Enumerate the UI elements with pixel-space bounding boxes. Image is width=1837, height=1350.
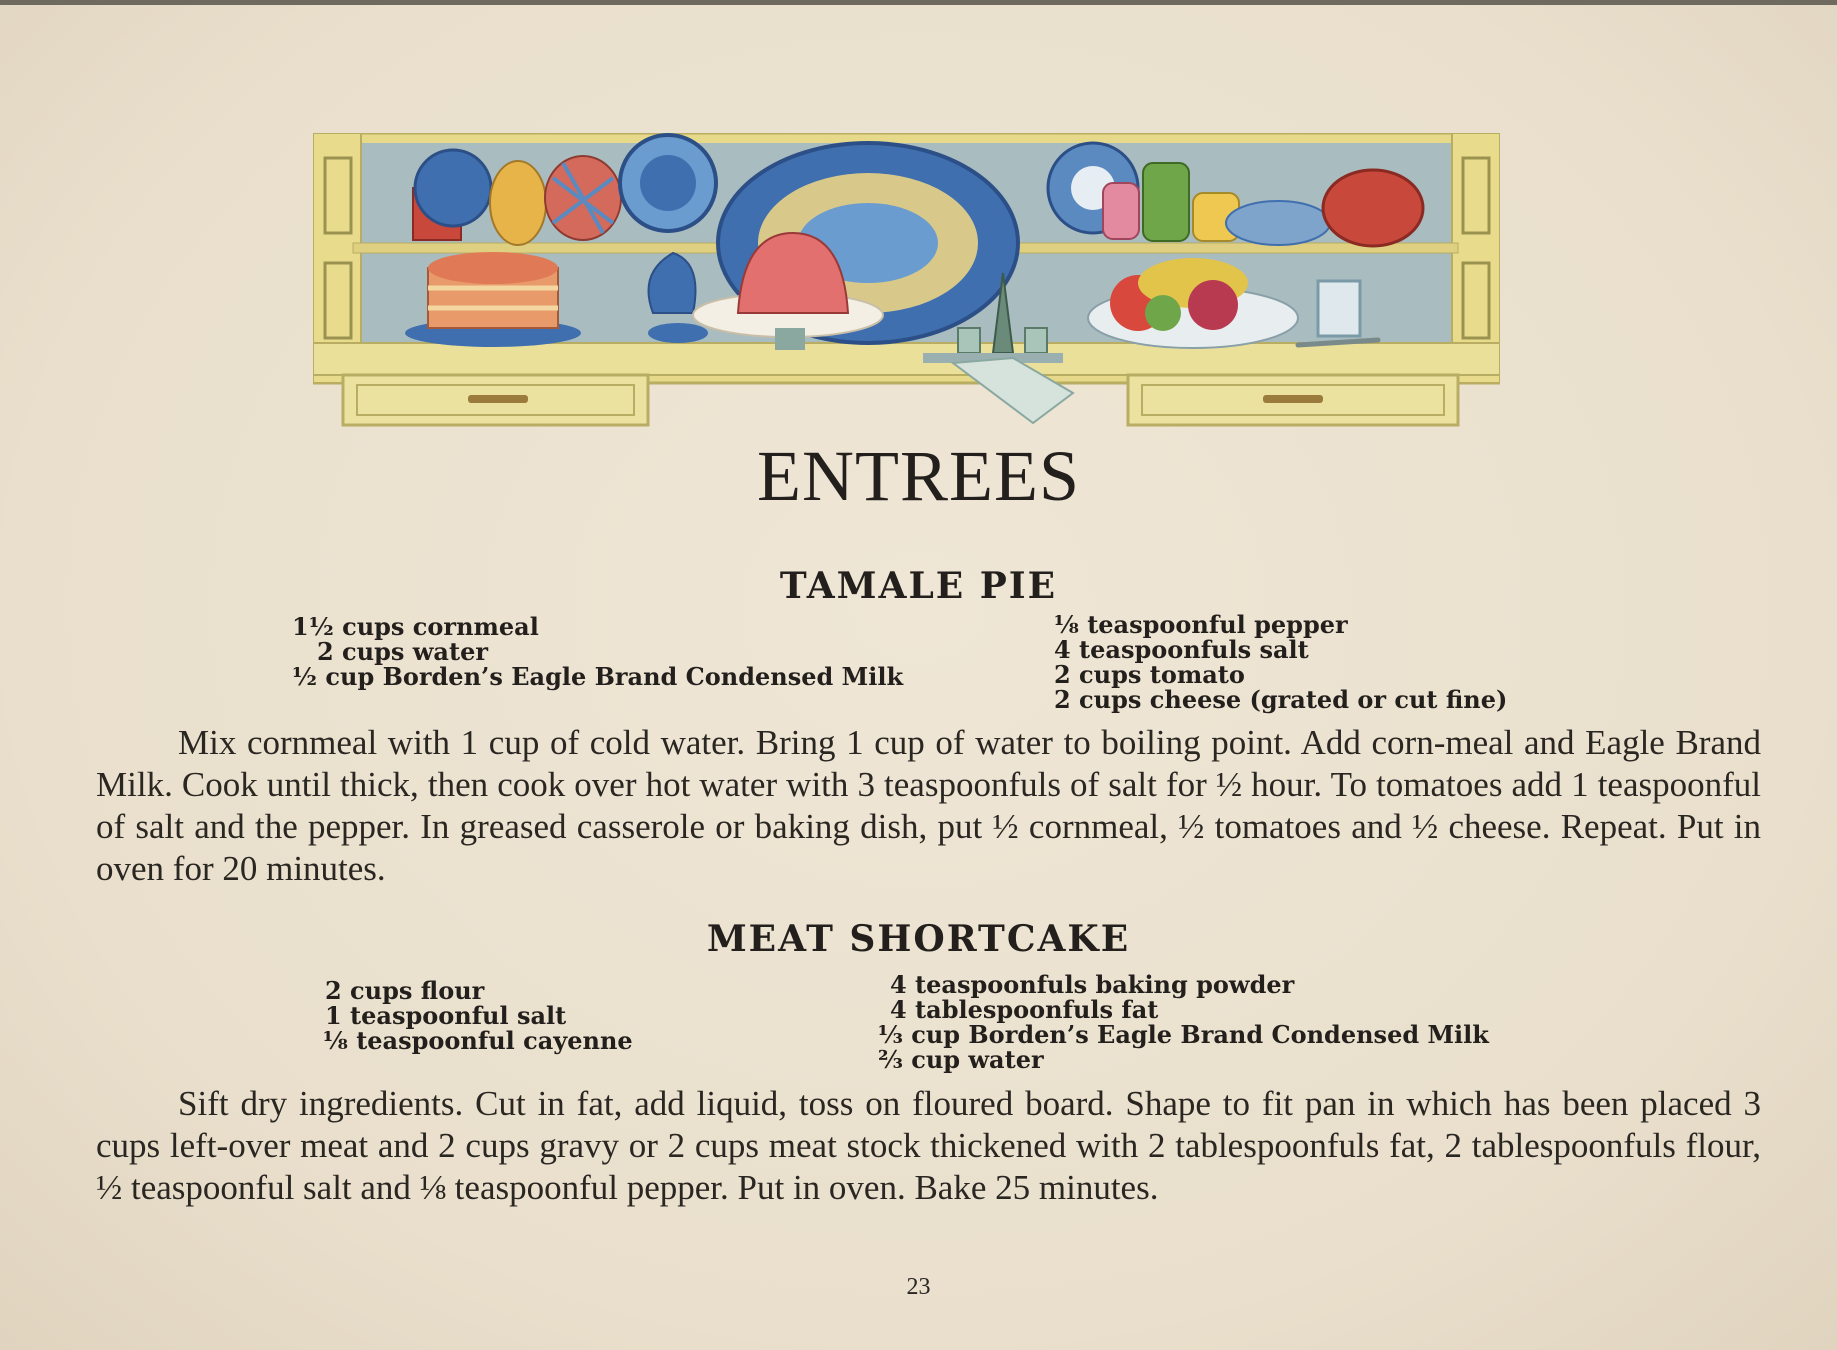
ingredient-item: 2 cups cheese (grated or cut fine) bbox=[1054, 685, 1508, 714]
ingredient-item: 1½ cups cornmeal bbox=[292, 612, 539, 641]
ingredient-item: 2 cups flour bbox=[325, 976, 485, 1005]
page-number: 23 bbox=[906, 1274, 931, 1300]
ingredient-item: 4 teaspoonfuls salt bbox=[1054, 635, 1309, 664]
ingredient-list-right bbox=[878, 972, 1489, 1072]
ingredient-list-left bbox=[323, 978, 633, 1053]
recipe-directions: Sift dry ingredients. Cut in fat, add liquid, toss on floured board. Shape to fit pan in which has been placed 3 cups left-over meat and 2 cups gravy or 2 cups meat stock thickened with 2 tablespoonfuls fat, 2 tablespoonfuls flour, ½ teaspoonful salt and ⅛ teaspoonful pepper. Put in oven. Bake 25 minutes. bbox=[96, 1084, 1761, 1207]
recipe-title-tamale-pie: TAMALE PIE bbox=[779, 565, 1058, 607]
ingredient-item: ⅛ teaspoonful cayenne bbox=[323, 1026, 633, 1055]
ingredient-item: 4 tablespoonfuls fat bbox=[890, 995, 1159, 1024]
ingredient-item: 4 teaspoonfuls baking powder bbox=[890, 970, 1295, 999]
ingredient-item: 2 cups water bbox=[317, 637, 488, 666]
ingredient-item: 1 teaspoonful salt bbox=[325, 1001, 567, 1030]
ingredient-item: ½ cup Borden’s Eagle Brand Condensed Milk bbox=[292, 662, 904, 691]
ingredient-item: ⅛ teaspoonful pepper bbox=[1054, 610, 1348, 639]
ingredient-item: ⅓ cup Borden’s Eagle Brand Condensed Milk bbox=[878, 1020, 1489, 1049]
jar-icon bbox=[490, 161, 546, 245]
cake-icon bbox=[405, 252, 581, 347]
glass-icon bbox=[1318, 281, 1360, 336]
ingredient-list-left bbox=[292, 614, 903, 689]
kitchen-cabinet-illustration bbox=[313, 133, 1500, 428]
ingredient-item: 2 cups tomato bbox=[1054, 660, 1245, 689]
recipe-directions: Mix cornmeal with 1 cup of cold water. Bring 1 cup of water to boiling point. Add corn-meal and Eagle Brand Milk. Cook until thick, then cook over hot water with 3 teaspoonfuls of salt for ½ hour. To tomatoes add 1 teaspoonful of salt and the pepper. In greased casserole or baking dish, put ½ cornmeal, ½ tomatoes and ½ cheese. Repeat. Put in oven for 20 minutes. bbox=[96, 723, 1761, 888]
ingredient-list-right bbox=[1054, 612, 1507, 712]
page-edge bbox=[0, 0, 1837, 5]
ingredient-item: ⅔ cup water bbox=[878, 1045, 1044, 1074]
pot-icon bbox=[1323, 170, 1423, 246]
page-title: ENTREES bbox=[757, 436, 1080, 516]
recipe-title-meat-shortcake: MEAT SHORTCAKE bbox=[706, 918, 1131, 960]
